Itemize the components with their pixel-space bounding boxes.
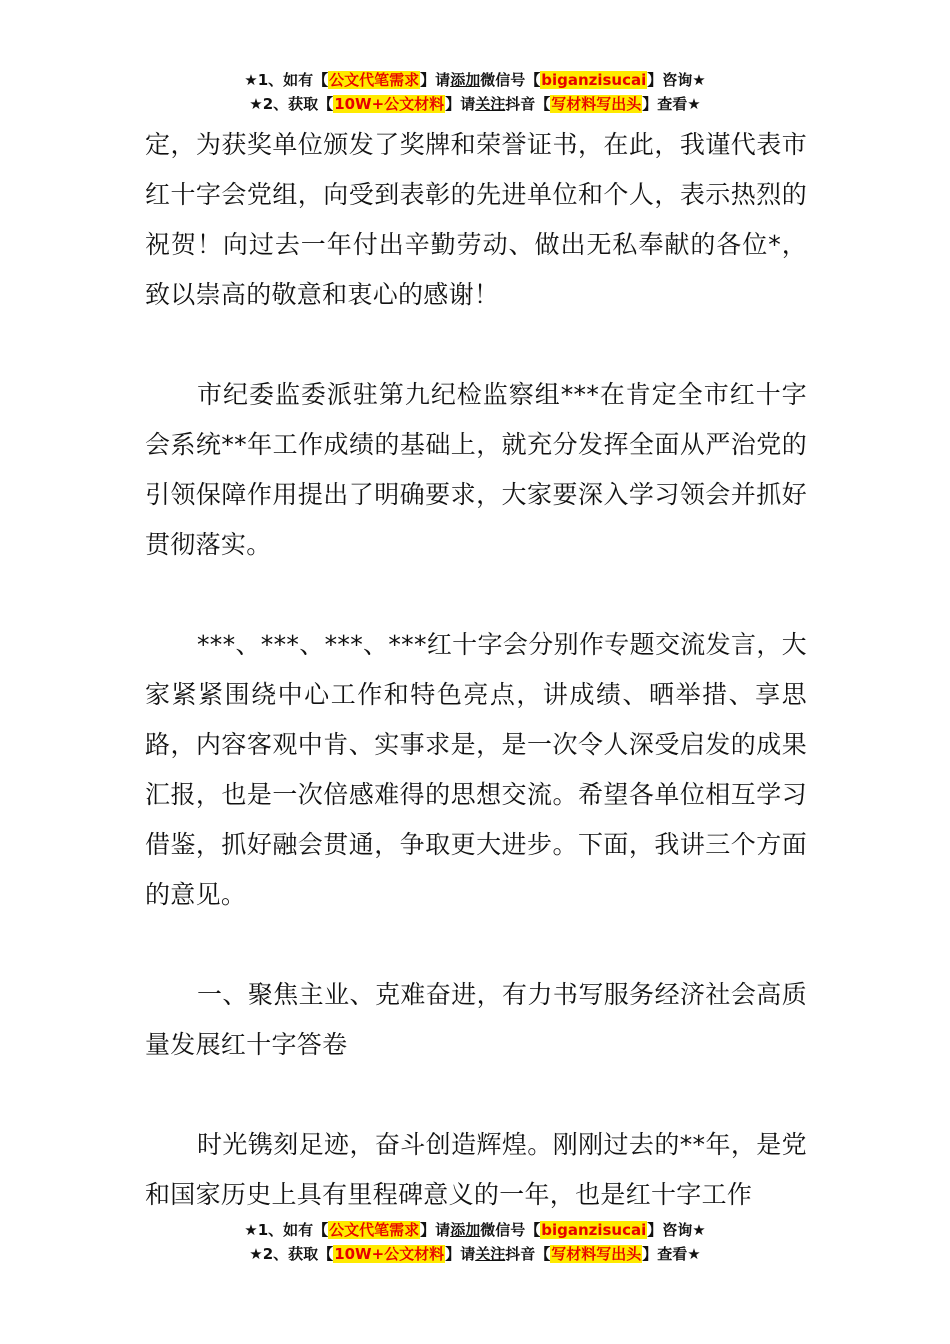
highlight-wechat-id: biganzisucai bbox=[541, 1221, 647, 1239]
paragraph-3: ***、***、***、***红十字会分别作专题交流发言，大家紧紧围绕中心工作和特色亮点，讲成绩、晒举措、享思路，内容客观中肯、实事求是，是一次令人深受启发的成果汇报，也是一次倍感难得的思想交流。希望各单位相互学习借鉴，抓好融会贯通，争取更大进步。下面，我讲三个方面的意见。 bbox=[145, 630, 807, 909]
highlight-materials: 10W+公文材料 bbox=[334, 95, 445, 113]
header-banner bbox=[0, 68, 950, 116]
highlight-service: 公文代笔需求 bbox=[329, 1221, 420, 1239]
paragraph-gap bbox=[145, 920, 807, 970]
banner-text: 】查看★ bbox=[642, 95, 701, 113]
banner-text: 】查看★ bbox=[642, 1245, 701, 1263]
underlined-text: 关注 bbox=[475, 95, 506, 113]
highlight-douyin-account: 写材料写出头 bbox=[551, 1245, 642, 1263]
banner-line-1 bbox=[0, 68, 950, 92]
banner-text: 】请 bbox=[420, 71, 451, 89]
highlight-materials: 10W+公文材料 bbox=[334, 1245, 445, 1263]
banner-text: 】请 bbox=[420, 1221, 451, 1239]
document-body bbox=[145, 120, 807, 1220]
paragraph-gap bbox=[145, 1070, 807, 1120]
banner-line-1 bbox=[0, 1218, 950, 1242]
underlined-text: 关注 bbox=[475, 1245, 506, 1263]
banner-text: ★2、获取【 bbox=[249, 1245, 334, 1263]
banner-text: 抖音【 bbox=[505, 95, 551, 113]
banner-text: 】咨询★ bbox=[647, 1221, 706, 1239]
paragraph-gap bbox=[145, 320, 807, 370]
paragraph-gap bbox=[145, 570, 807, 620]
section-heading-1: 一、聚焦主业、克难奋进，有力书写服务经济社会高质量发展红十字答卷 bbox=[145, 980, 807, 1059]
banner-text: ★1、如有【 bbox=[244, 1221, 329, 1239]
banner-text: 微信号【 bbox=[480, 1221, 541, 1239]
footer-banner bbox=[0, 1218, 950, 1266]
banner-text: 抖音【 bbox=[505, 1245, 551, 1263]
banner-text: 微信号【 bbox=[480, 71, 541, 89]
banner-line-2 bbox=[0, 92, 950, 116]
paragraph-1: 定，为获奖单位颁发了奖牌和荣誉证书，在此，我谨代表市红十字会党组，向受到表彰的先进单位和个人，表示热烈的祝贺！向过去一年付出辛勤劳动、做出无私奉献的各位*，致以崇高的敬意和衷心的感谢！ bbox=[145, 130, 807, 309]
highlight-service: 公文代笔需求 bbox=[329, 71, 420, 89]
banner-text: ★2、获取【 bbox=[249, 95, 334, 113]
underlined-text: 添加 bbox=[450, 71, 481, 89]
highlight-douyin-account: 写材料写出头 bbox=[551, 95, 642, 113]
banner-text: 】咨询★ bbox=[647, 71, 706, 89]
banner-text: 】请 bbox=[445, 1245, 476, 1263]
banner-line-2 bbox=[0, 1242, 950, 1266]
banner-text: 】请 bbox=[445, 95, 476, 113]
banner-text: ★1、如有【 bbox=[244, 71, 329, 89]
highlight-wechat-id: biganzisucai bbox=[541, 71, 647, 89]
underlined-text: 添加 bbox=[450, 1221, 481, 1239]
paragraph-4: 时光镌刻足迹，奋斗创造辉煌。刚刚过去的**年，是党和国家历史上具有里程碑意义的一年，也是红十字工作 bbox=[145, 1130, 807, 1209]
paragraph-2: 市纪委监委派驻第九纪检监察组***在肯定全市红十字会系统**年工作成绩的基础上，就充分发挥全面从严治党的引领保障作用提出了明确要求，大家要深入学习领会并抓好贯彻落实。 bbox=[145, 380, 807, 559]
